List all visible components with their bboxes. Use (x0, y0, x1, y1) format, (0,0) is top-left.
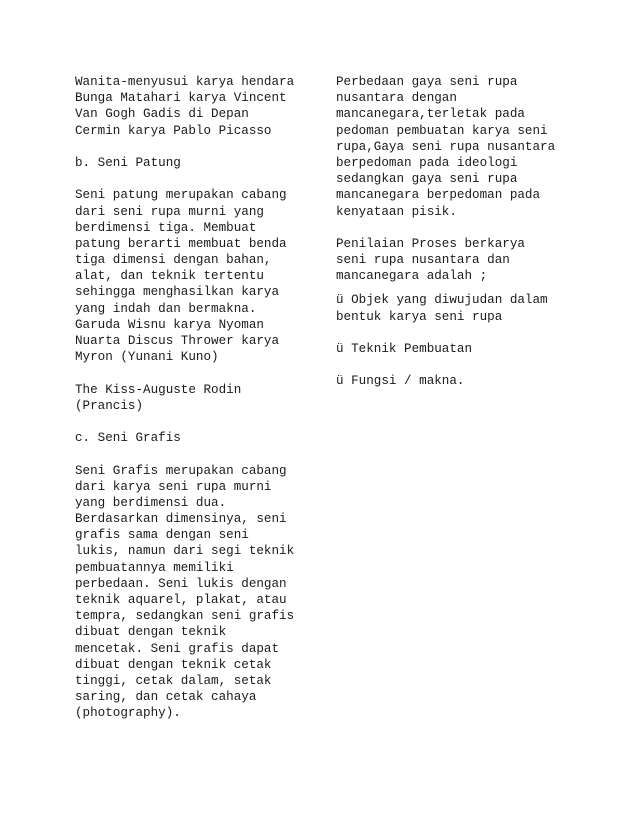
left-column (75, 74, 303, 722)
text-line: nusantara dengan (336, 91, 457, 106)
painting-examples (75, 74, 303, 139)
text-line: grafis sama dengan seni (75, 528, 249, 543)
text-line: Wanita-menyusui karya hendara (75, 75, 295, 89)
text-line: Nuarta Discus Thrower karya (75, 334, 280, 348)
text-line: Penilaian Proses berkarya (336, 236, 525, 251)
text-line: pembuatannya memiliki (75, 560, 234, 575)
text-line: dibuat dengan teknik (75, 625, 227, 640)
text-line: dari karya seni rupa murni (75, 479, 272, 494)
sculpture-paragraph (75, 187, 303, 365)
sculpture-example (75, 382, 303, 414)
text-line: The Kiss-Auguste Rodin (75, 382, 242, 397)
text-line: mancanegara adalah ; (336, 269, 488, 284)
text-line: sedangkan gaya seni rupa (336, 172, 518, 187)
text-line: tempra, sedangkan seni grafis (75, 609, 295, 624)
text-line: mencetak. Seni grafis dapat (75, 641, 280, 656)
text-line: yang indah dan bermakna. (75, 301, 257, 316)
text-line: Seni patung merupakan cabang (75, 188, 287, 203)
text-line: Garuda Wisnu karya Nyoman (75, 317, 264, 332)
text-line: Berdasarkan dimensinya, seni (75, 512, 287, 527)
text-line: ü Objek yang diwujudan dalam (336, 293, 548, 308)
right-column (336, 74, 568, 390)
text-line: saring, dan cetak cahaya (75, 690, 257, 705)
text-line: (photography). (75, 706, 181, 721)
text-line: pedoman pembuatan karya seni (336, 123, 548, 138)
bullet-item-teknik: ü Teknik Pembuatan (336, 342, 473, 356)
text-line: (Prancis) (75, 398, 144, 413)
text-line: Perbedaan gaya seni rupa (336, 75, 518, 89)
text-line: berdimensi tiga. Membuat (75, 220, 257, 235)
sculpture-heading: b. Seni Patung (75, 155, 181, 170)
text-line: rupa,Gaya seni rupa nusantara (336, 139, 556, 154)
text-line: perbedaan. Seni lukis dengan (75, 576, 287, 591)
text-line: dari seni rupa murni yang (75, 204, 264, 219)
assessment-paragraph (336, 236, 568, 285)
difference-paragraph (336, 74, 568, 220)
text-line: Cermin karya Pablo Picasso (75, 123, 272, 138)
text-line: seni rupa nusantara dan (336, 253, 510, 268)
text-line: mancanegara,terletak pada (336, 107, 525, 122)
text-line: yang berdimensi dua. (75, 495, 227, 510)
bullet-item-fungsi: ü Fungsi / makna. (336, 374, 465, 389)
text-line: sehingga menghasilkan karya (75, 285, 280, 300)
text-line: berpedoman pada ideologi (336, 155, 518, 170)
text-line: Seni Grafis merupakan cabang (75, 463, 287, 478)
text-line: Bunga Matahari karya Vincent (75, 91, 287, 106)
text-line: alat, dan teknik tertentu (75, 269, 264, 284)
text-line: teknik aquarel, plakat, atau (75, 593, 287, 607)
bullet-item-objek (336, 292, 568, 324)
text-line: patung berarti membuat benda (75, 236, 287, 251)
text-line: lukis, namun dari segi teknik (75, 544, 295, 559)
text-line: dibuat dengan teknik cetak (75, 657, 272, 672)
text-line: Myron (Yunani Kuno) (75, 350, 219, 365)
text-line: bentuk karya seni rupa (336, 309, 503, 324)
text-line: kenyataan pisik. (336, 204, 457, 219)
text-line: mancanegara berpedoman pada (336, 188, 541, 203)
text-line: tinggi, cetak dalam, setak (75, 673, 272, 688)
graphic-paragraph (75, 463, 303, 722)
graphic-heading: c. Seni Grafis (75, 431, 181, 446)
text-line: tiga dimensi dengan bahan, (75, 253, 272, 268)
text-line: Van Gogh Gadis di Depan (75, 107, 249, 122)
